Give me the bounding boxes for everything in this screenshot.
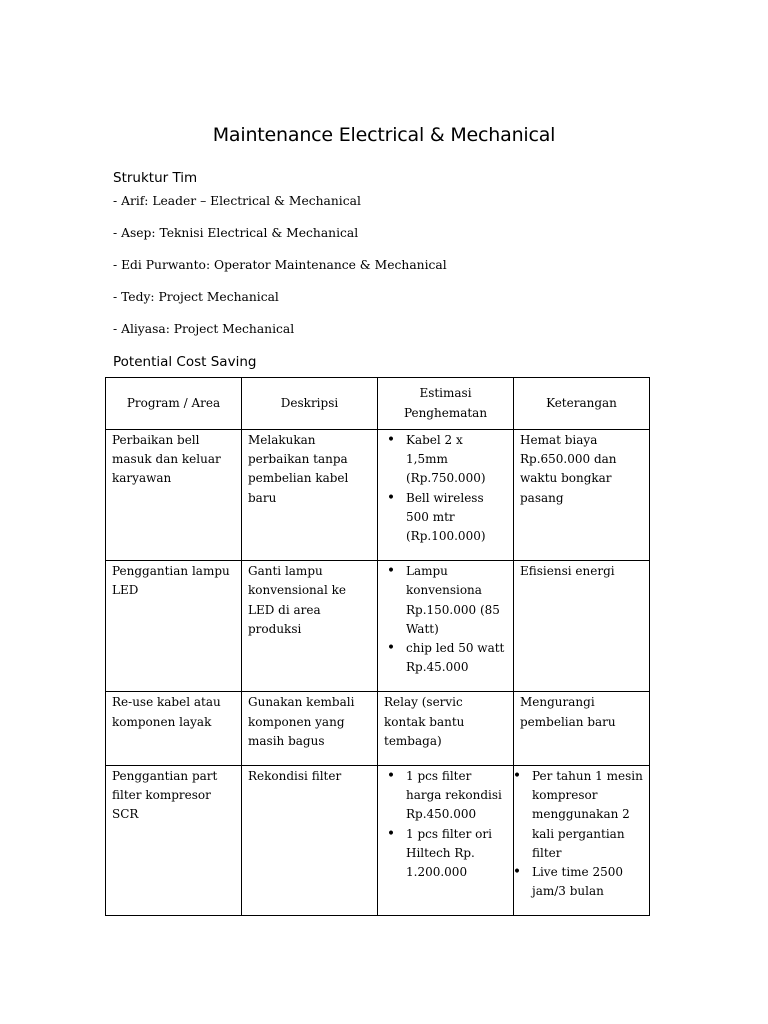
table-header-row [106,378,650,430]
cost-saving-heading: Potential Cost Saving [113,354,257,370]
cell-deskripsi: Rekondisi filter [242,766,378,916]
column-header-estimasi: Estimasi Penghematan [378,378,514,430]
cell-program: Re-use kabel atau komponen layak [106,692,242,766]
team-member-item: - Tedy: Project Mechanical [113,290,279,304]
list-item: • Lampu konvensiona Rp.150.000 (85 Watt) [406,562,507,639]
column-header-keterangan: Keterangan [514,378,650,430]
cost-saving-table [105,377,650,916]
list-item: • 1 pcs filter harga rekondisi Rp.450.000 [406,767,507,825]
cell-deskripsi: Gunakan kembali komponen yang masih bagus [242,692,378,766]
column-header-program: Program / Area [106,378,242,430]
table-row [106,561,650,692]
cell-deskripsi: Melakukan perbaikan tanpa pembelian kabel baru [242,430,378,561]
team-heading: Struktur Tim [113,170,198,186]
cell-keterangan: Hemat biaya Rp.650.000 dan waktu bongkar pasang [514,430,650,561]
estimasi-list [384,431,507,546]
cell-estimasi [378,766,514,916]
cell-keterangan: Efisiensi energi [514,561,650,692]
keterangan-list [512,767,643,901]
cell-deskripsi: Ganti lampu konvensional ke LED di area produksi [242,561,378,692]
list-item: • Per tahun 1 mesin kompresor menggunakan 2 kali pergantian filter [532,767,643,863]
column-header-deskripsi: Deskripsi [242,378,378,430]
cell-estimasi [378,430,514,561]
estimasi-list [384,562,507,677]
list-item: • 1 pcs filter ori Hiltech Rp. 1.200.000 [406,825,507,883]
team-member-item: - Aliyasa: Project Mechanical [113,322,295,336]
list-item: • chip led 50 watt Rp.45.000 [406,639,507,677]
cell-program: Perbaikan bell masuk dan keluar karyawan [106,430,242,561]
estimasi-list [384,767,507,882]
cell-keterangan: Mengurangi pembelian baru [514,692,650,766]
table-row [106,430,650,561]
team-member-item: - Asep: Teknisi Electrical & Mechanical [113,226,359,240]
cell-keterangan [514,766,650,916]
cell-estimasi [378,561,514,692]
cell-program: Penggantian lampu LED [106,561,242,692]
document-title: Maintenance Electrical & Mechanical [212,124,556,146]
list-item: • Bell wireless 500 mtr (Rp.100.000) [406,489,507,547]
cell-estimasi: Relay (servic kontak bantu tembaga) [378,692,514,766]
list-item: • Kabel 2 x 1,5mm (Rp.750.000) [406,431,507,489]
team-member-item: - Arif: Leader – Electrical & Mechanical [113,194,361,208]
team-member-item: - Edi Purwanto: Operator Maintenance & Mechanical [113,258,447,272]
table-row [106,692,650,766]
cell-program: Penggantian part filter kompresor SCR [106,766,242,916]
list-item: • Live time 2500 jam/3 bulan [532,863,643,901]
table-row [106,766,650,916]
